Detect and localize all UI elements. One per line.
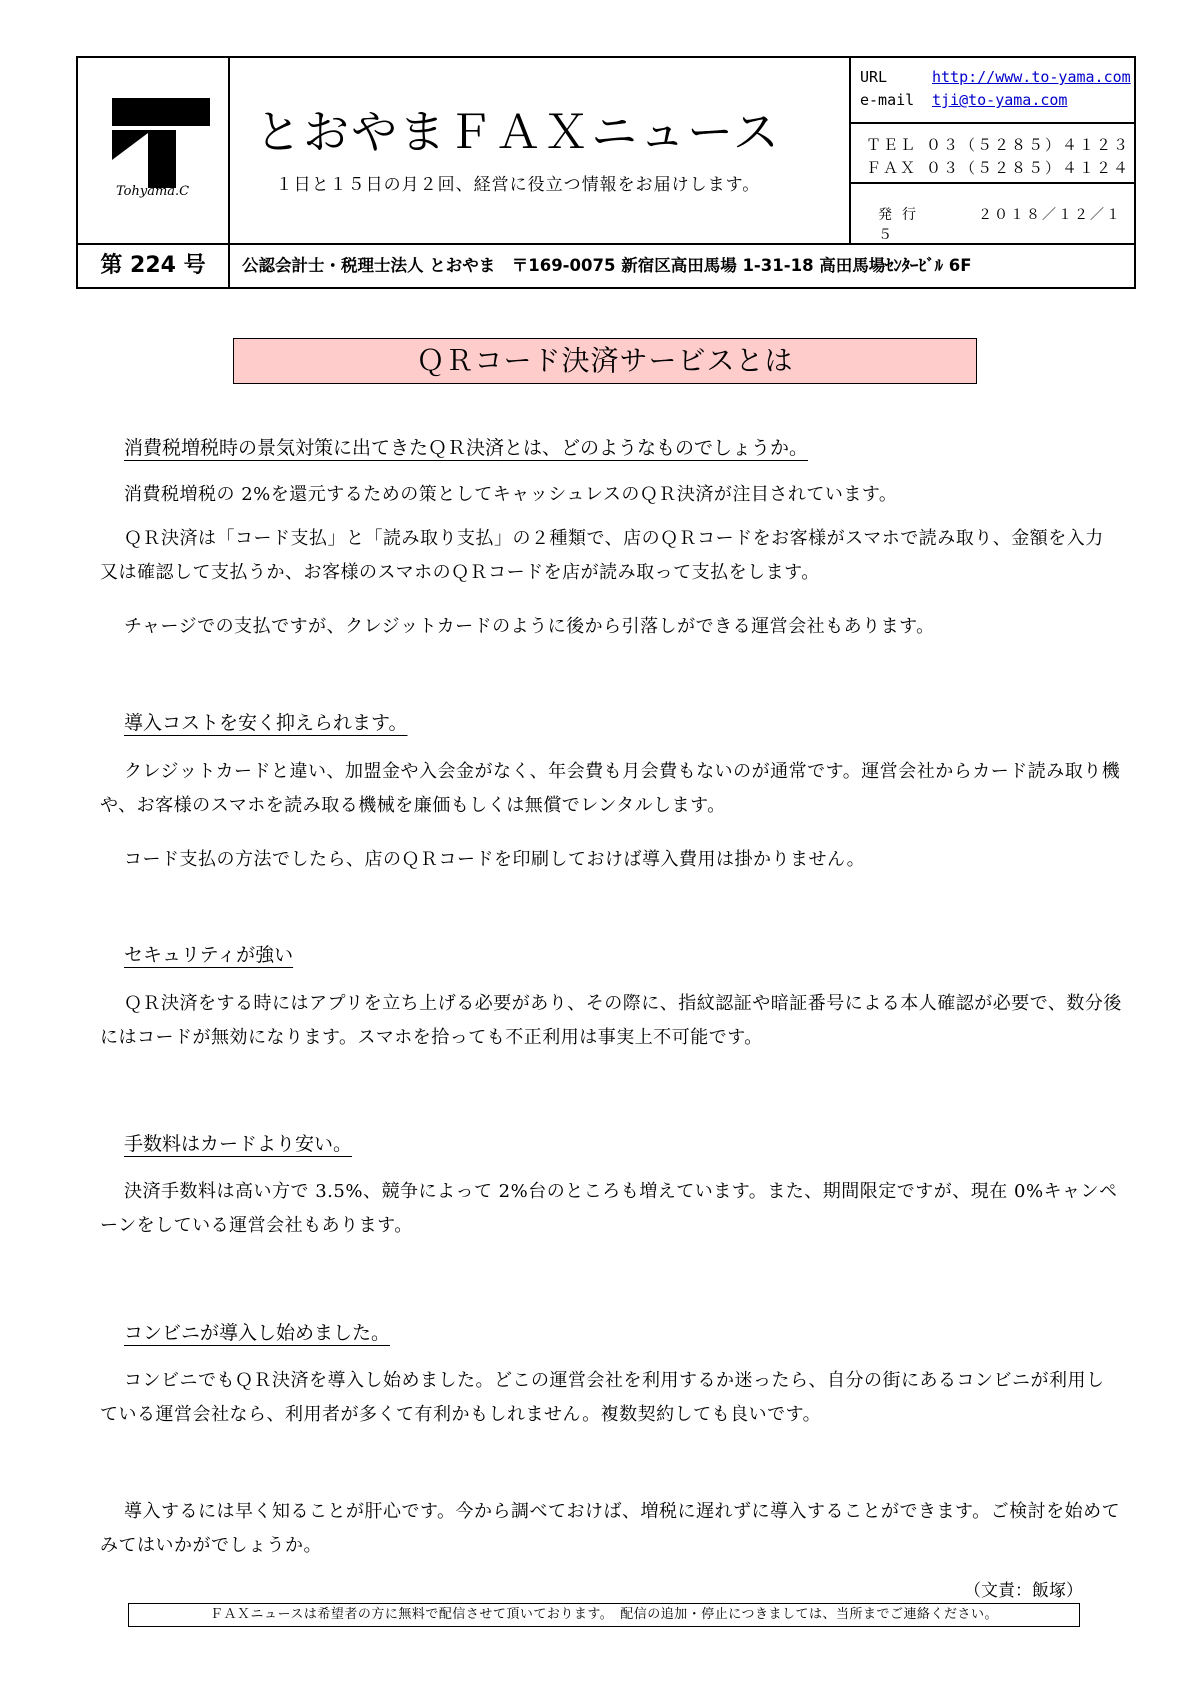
issued-row [878, 204, 1134, 244]
email-link[interactable]: tji@to-yama.com [932, 91, 1068, 109]
url-row [860, 68, 1131, 86]
issued-label: 発行 [878, 207, 926, 223]
tel-value: ０３（５２８５）４１２３ [926, 136, 1131, 154]
issued-date: ２０１８／１２／１５ [878, 207, 1122, 243]
paragraph: 消費税増税の 2%を還元するための策としてキャッシュレスのＱＲ決済が注目されています。 [124, 484, 898, 505]
paragraph: クレジットカードと違い、加盟金や入会金がなく、年会費も月会費もないのが通常です。運営会社からカード読み取り機や、お客様のスマホを読み取る機械を廉価もしくは無償でレンタルします。 [100, 761, 1121, 816]
paragraph: ＱＲ決済は「コード支払」と「読み取り支払」の２種類で、店のＱＲコードをお客様がスマホで読み取り、金額を入力又は確認して支払うか、お客様のスマホのＱＲコードを店が読み取って支払をします。 [100, 528, 1104, 583]
firm-address: 公認会計士・税理士法人 とおやま 〒169-0075 新宿区高田馬場 1-31-18 高田馬場ｾﾝﾀｰﾋﾞﾙ 6F [242, 256, 972, 275]
newsletter-subtitle: １日と１５日の月２回、経営に役立つ情報をお届けします。 [275, 175, 761, 195]
article-title: ＱＲコード決済サービスとは [233, 338, 977, 384]
paragraph: チャージでの支払ですが、クレジットカードのように後から引落しができる運営会社もあります。 [124, 616, 935, 637]
email-label: e-mail [860, 91, 915, 109]
header-divider [851, 182, 1134, 184]
paragraph: コンビニでもＱＲ決済を導入し始めました。どこの運営会社を利用するか迷ったら、自分の街にあるコンビニが利用している運営会社なら、利用者が多くて有利かもしれません。複数契約しても良いです。 [100, 1370, 1105, 1425]
company-logo [104, 98, 214, 208]
section-heading: 導入コストを安く抑えられます。 [124, 712, 408, 734]
section-heading: 消費税増税時の景気対策に出てきたＱＲ決済とは、どのようなものでしょうか。 [124, 437, 809, 459]
tel-label: ＴＥＬ [866, 136, 918, 154]
header-divider [851, 122, 1134, 124]
tel-row [866, 134, 1130, 155]
section-heading: 手数料はカードより安い。 [124, 1133, 353, 1155]
logo-signature: Tohyama.C [116, 184, 190, 199]
fax-row [866, 157, 1130, 178]
header-divider [849, 58, 851, 243]
fax-value: ０３（５２８５）４１２４ [926, 159, 1131, 177]
paragraph: 決済手数料は高い方で 3.5%、競争によって 2%台のところも増えています。また、期間限定ですが、現在 0%キャンペーンをしている運営会社もあります。 [100, 1181, 1118, 1236]
closing-paragraph: 導入するには早く知ることが肝心です。今から調べておけば、増税に遅れずに導入することができます。ご検討を始めてみてはいかがでしょうか。 [100, 1501, 1121, 1556]
url-label: URL [860, 68, 888, 86]
section-heading: セキュリティが強い [124, 944, 294, 966]
url-link[interactable]: http://www.to-yama.com [932, 68, 1131, 86]
header-divider [228, 58, 230, 287]
email-row [860, 91, 1067, 109]
paragraph: コード支払の方法でしたら、店のＱＲコードを印刷しておけば導入費用は掛かりません。 [124, 849, 866, 870]
footer-notice: ＦＡＸニュースは希望者の方に無料で配信させて頂いております。 配信の追加・停止につきましては、当所までご連絡ください。 [128, 1603, 1080, 1627]
author-credit: （文責：飯塚） [964, 1581, 1083, 1601]
newsletter-title: とおやまＦＡＸニュース [255, 105, 781, 159]
issue-number: 第 224 号 [100, 253, 206, 278]
section-heading: コンビニが導入し始めました。 [124, 1322, 391, 1344]
paragraph: ＱＲ決済をする時にはアプリを立ち上げる必要があり、その際に、指紋認証や暗証番号による本人確認が必要で、数分後にはコードが無効になります。スマホを拾っても不正利用は事実上不可能です。 [100, 993, 1122, 1048]
fax-label: ＦＡＸ [866, 159, 918, 177]
newsletter-header [76, 56, 1136, 289]
